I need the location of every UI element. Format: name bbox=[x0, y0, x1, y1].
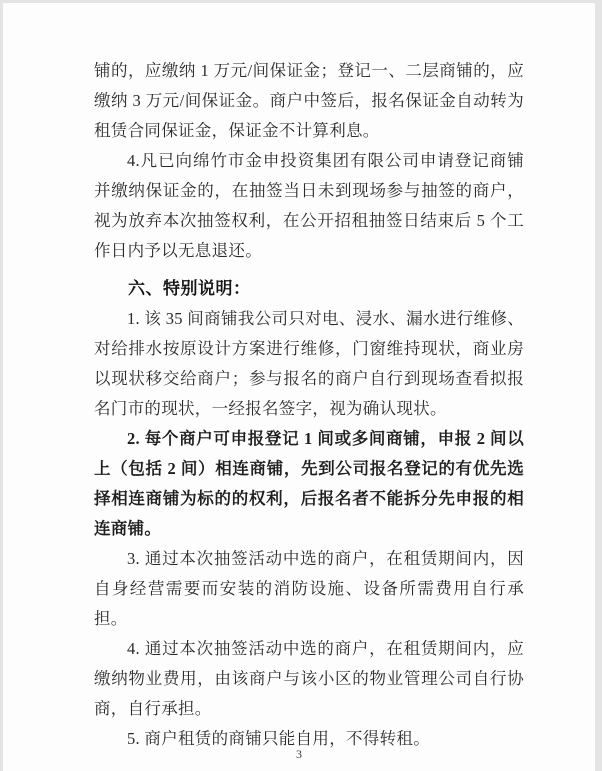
special-note-1: 1. 该 35 间商铺我公司只对电、浸水、漏水进行维修、对给排水按原设计方案进行维修，门窗维持现状，商业房以现状移交给商户；参与报名的商户自行到现场查看拟报名门市的现状，一经报名签字，视为确认现状。 bbox=[94, 309, 524, 418]
paragraph-clause-4: 4.凡已向绵竹市金申投资集团有限公司申请登记商铺并缴纳保证金的，在抽签当日未到现场参与抽签的商户，视为放弃本次抽签权利，在公开招租抽签日结束后 5 个工作日内予以无息退还。 bbox=[94, 151, 524, 260]
special-note-4: 4. 通过本次抽签活动中选的商户，在租赁期间内，应缴纳物业费用，由该商户与该小区的物业管理公司自行协商，自行承担。 bbox=[94, 639, 524, 718]
special-note-3: 3. 通过本次抽签活动中选的商户，在租赁期间内，因自身经营需要而安装的消防设施、设备所需费用自行承担。 bbox=[94, 549, 524, 628]
special-note-2: 2. 每个商户可申报登记 1 间或多间商铺，申报 2 间以上（包括 2 间）相连商铺，先到公司报名登记的有优先选择相连商铺为标的的权利，后报名者不能拆分先申报的相连商铺。 bbox=[94, 429, 524, 538]
paragraph-deposit-continuation: 铺的，应缴纳 1 万元/间保证金；登记一、二层商铺的，应缴纳 3 万元/间保证金。商户中签后，报名保证金自动转为租赁合同保证金，保证金不计算利息。 bbox=[94, 61, 524, 140]
document-body bbox=[94, 56, 524, 754]
document-page bbox=[3, 3, 595, 771]
page-number: 3 bbox=[296, 747, 302, 761]
special-note-5: 5. 商户租赁的商铺只能自用，不得转租。 bbox=[127, 729, 430, 748]
section-heading-special-notes: 六、特别说明： bbox=[128, 279, 251, 298]
